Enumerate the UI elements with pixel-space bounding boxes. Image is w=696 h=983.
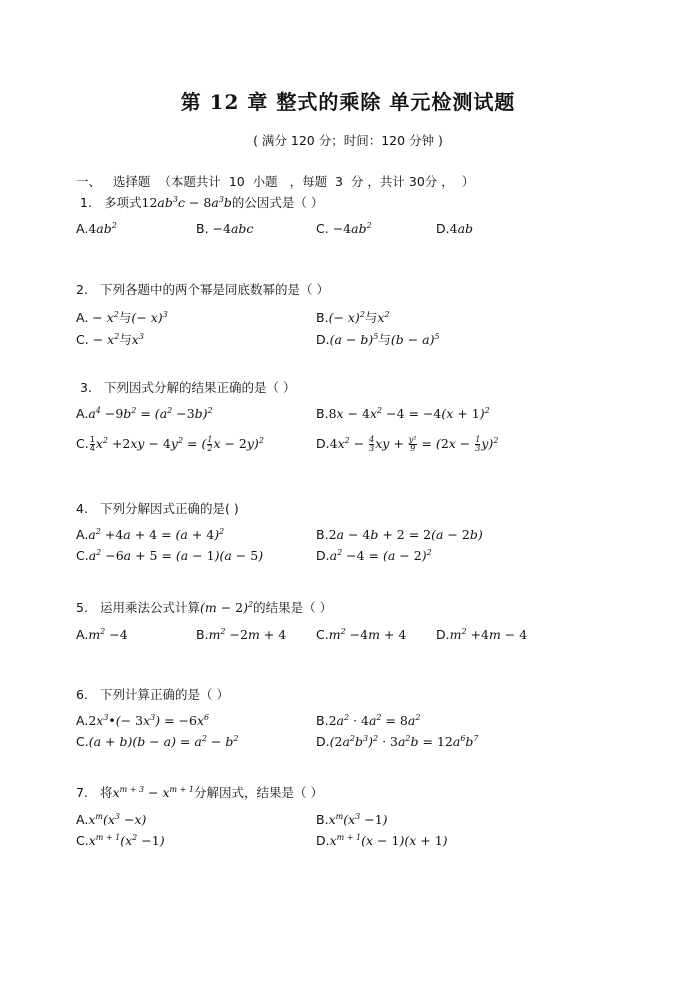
option-3d: $D.4x^2$ − $\frac{4}{3}$ xy + $\frac{\text{y²}}{9}$ = (2x − $\frac{1}{3}$ y)$^2$ — [316, 435, 499, 453]
option-7b: $B.x^m(x^3 -1)$ — [316, 812, 388, 827]
option-7a: $A.x^m(x^3 -x)$ — [76, 812, 147, 827]
option-7d: $D.x^{m + 1}(x - 1)(x + 1)$ — [316, 833, 448, 848]
question-number: 1. — [80, 195, 92, 210]
option-6d: $D.(2a^2b^3)^2 \cdot 3a^2b = 12a^6b^7$ — [316, 734, 479, 749]
option-5b: $B.m^2 -2m + 4$ — [196, 627, 287, 642]
question-1-stem: 1. 多项式$12ab^3c - 8a^3b$的公因式是（ ） — [80, 195, 324, 210]
option-6c: $C.(a + b)(b - a) = a^2 - b^2$ — [76, 734, 239, 749]
option-5d: $D.m^2 +4m - 4$ — [436, 627, 528, 642]
question-number: 3. — [80, 380, 92, 395]
question-2-text: 下列各题中的两个幂是同底数幂的是（ ） — [100, 282, 329, 297]
option-3b: $B.8x - 4x^2 -4 = -4(x + 1)^2$ — [316, 406, 490, 421]
question-3-text: 下列因式分解的结果正确的是（ ） — [104, 380, 296, 395]
question-4-stem — [76, 499, 239, 517]
option-2a: A. − $x^2$与(− x)$^3$ — [76, 310, 168, 325]
option-4c: $C.a^2 -6a + 5 = (a - 1)(a - 5)$ — [76, 548, 264, 563]
option-7c: $C.x^{m + 1}(x^2 -1)$ — [76, 833, 165, 848]
option-5a: $A.m^2 -4$ — [76, 627, 128, 642]
question-7-stem: 7. 将$x^{m + 3} - x^{m + 1}$分解因式，结果是（ ） — [76, 785, 323, 800]
option-1d: D.4ab — [436, 221, 474, 236]
option-2c: C. − $x^2$与$x^3$ — [76, 332, 144, 347]
option-1c: C. $-4ab^2$ — [316, 221, 372, 236]
question-2-stem — [76, 280, 329, 298]
option-4a: $A.a^2 +4a + 4 = (a + 4)^2$ — [76, 527, 225, 542]
section-heading: 一、 选择题 （本题共计 10 小题 ，每题 3 分 ，共计 30分 ， ） — [76, 174, 475, 189]
question-number: 2. — [76, 282, 88, 297]
option-1a: $A.4ab^2$ — [76, 221, 117, 236]
option-1b: B. −4abc — [196, 221, 254, 236]
question-3-stem — [76, 378, 295, 396]
option-4d: $D.a^2 -4 = (a - 2)^2$ — [316, 548, 432, 563]
question-6-stem — [76, 685, 229, 703]
page-title: 第 12 章 整式的乘除 单元检测试题 — [180, 90, 516, 114]
exam-info: ( 满分 120 分；时间：120 分钟 ) — [253, 133, 443, 148]
option-6a: $A.2x^3•(- 3x^3) = -6x^6$ — [76, 713, 210, 728]
option-2d: $D.(a - b)^5$与$(b - a)^5$ — [316, 332, 440, 347]
question-number: 7. — [76, 785, 88, 800]
question-number: 4. — [76, 501, 88, 516]
question-number: 6. — [76, 687, 88, 702]
option-3a: $A.a^4 -9b^2 = (a^2 -3b)^2$ — [76, 406, 213, 421]
question-6-text: 下列计算正确的是（ ） — [100, 687, 229, 702]
option-3c: C. $\frac{1}{4}$ $x^2 +2xy - 4y^2$ = ( $\frac{1}{2}$ x − 2y)$^2$ — [76, 435, 264, 453]
question-5-stem: 5. 运用乘法公式计算$(m - 2)^2$的结果是（ ） — [76, 600, 333, 615]
question-number: 5. — [76, 600, 88, 615]
question-4-text: 下列分解因式正确的是( ) — [100, 501, 239, 516]
option-4b: B.2a − 4b + 2 = 2(a − 2b) — [316, 527, 483, 542]
option-6b: $B.2a^2 \cdot 4a^2 = 8a^2$ — [316, 713, 421, 728]
option-2b: $B.(- x)^2$与$x^2$ — [316, 310, 390, 325]
option-5c: $C.m^2 -4m + 4$ — [316, 627, 407, 642]
